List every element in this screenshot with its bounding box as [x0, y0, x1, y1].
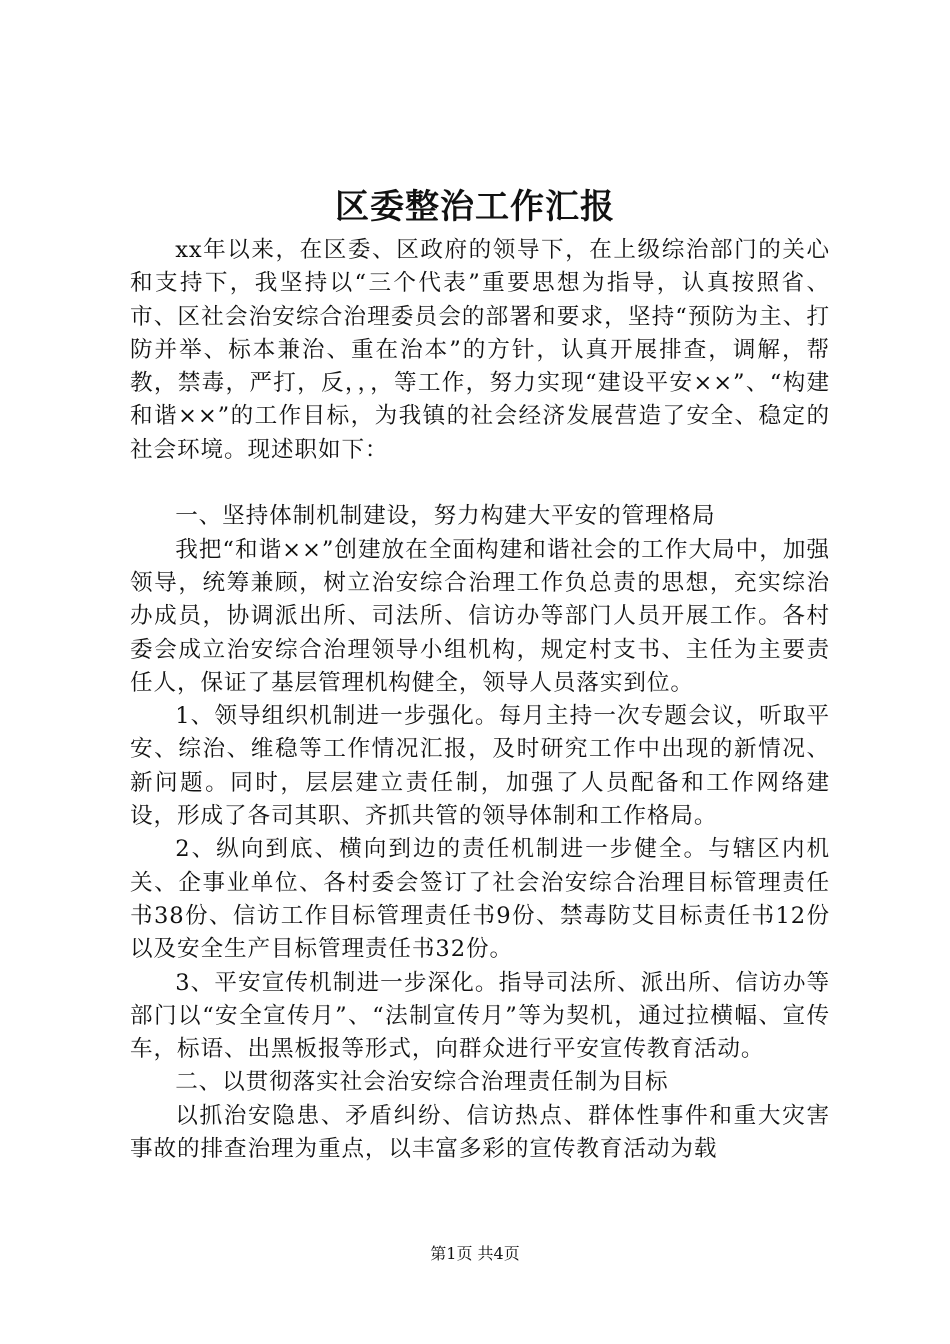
page-footer: 第1页 共4页: [430, 1244, 520, 1263]
paragraph: 以抓治安隐患、矛盾纠纷、信访热点、群体性事件和重大灾害事故的排查治理为重点，以丰富多彩的宣传教育活动为载: [130, 1102, 830, 1163]
section-heading-1: 一、坚持体制机制建设，努力构建大平安的管理格局: [175, 503, 716, 530]
document-body: [130, 234, 830, 1166]
document-title: 区委整治工作汇报: [335, 187, 615, 227]
paragraph: 我把“和谐××”创建放在全面构建和谐社会的工作大局中，加强领导，统筹兼顾，树立治安综合治理工作负总责的思想，充实综治办成员，协调派出所、司法所、信访办等部门人员开展工作。各村委会成立治安综合治理领导小组机构，规定村支书、主任为主要责任人，保证了基层管理机构健全，领导人员落实到位。: [130, 536, 830, 696]
section-heading-2: 二、以贯彻落实社会治安综合治理责任制为目标: [175, 1069, 669, 1096]
paragraph: 2、纵向到底、横向到边的责任机制进一步健全。与辖区内机关、企事业单位、各村委会签订了社会治安综合治理目标管理责任书38份、信访工作目标管理责任书9份、禁毒防艾目标责任书12份以及安全生产目标管理责任书32份。: [130, 836, 830, 963]
paragraph: 1、领导组织机制进一步强化。每月主持一次专题会议，听取平安、综治、维稳等工作情况汇报，及时研究工作中出现的新情况、新问题。同时，层层建立责任制，加强了人员配备和工作网络建设，形成了各司其职、齐抓共管的领导体制和工作格局。: [130, 703, 830, 830]
paragraph: 3、平安宣传机制进一步深化。指导司法所、派出所、信访办等部门以“安全宣传月”、“法制宣传月”等为契机，通过拉横幅、宣传车，标语、出黑板报等形式，向群众进行平安宣传教育活动。: [130, 969, 830, 1063]
paragraph-intro: xx年以来，在区委、区政府的领导下，在上级综治部门的关心和支持下，我坚持以“三个代表”重要思想为指导，认真按照省、市、区社会治安综合治理委员会的部署和要求，坚持“预防为主、打防并举、标本兼治、重在治本”的方针，认真开展排查，调解，帮教，禁毒，严打，反，，，等工作，努力实现“建设平安××”、“构建和谐××”的工作目标，为我镇的社会经济发展营造了安全、稳定的社会环境。现述职如下：: [130, 237, 830, 463]
